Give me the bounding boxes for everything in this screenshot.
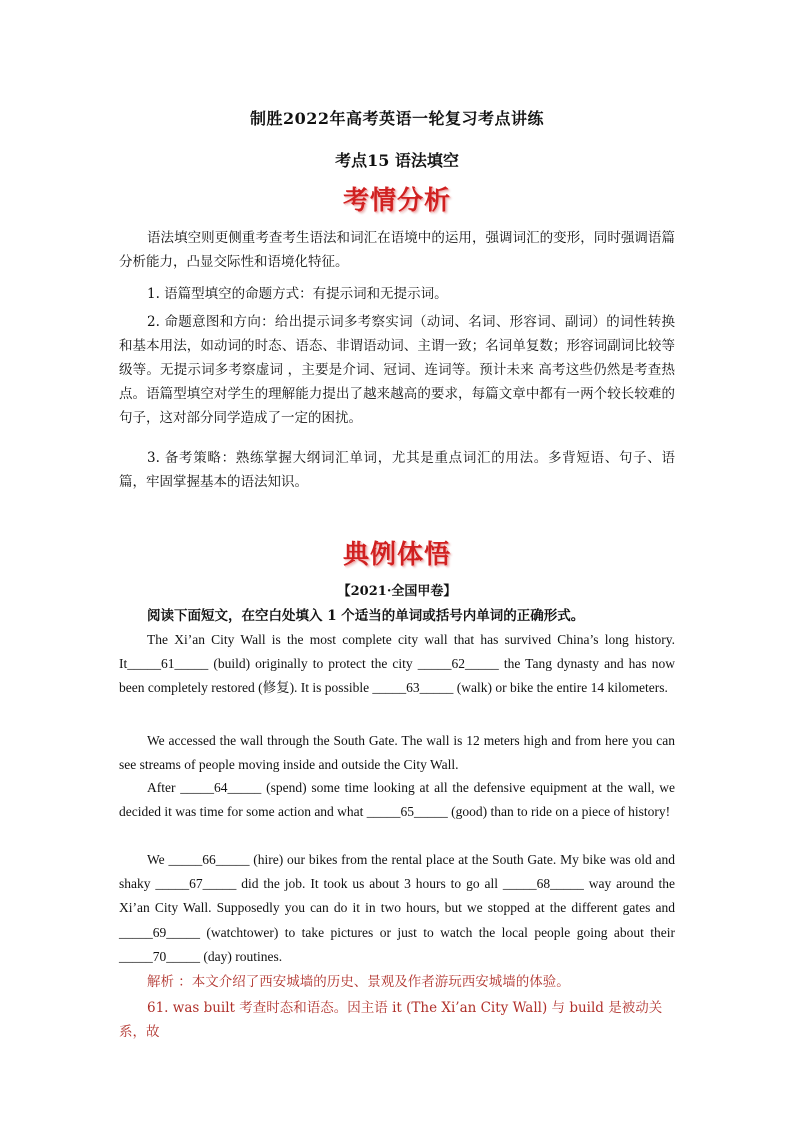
analysis-summary: 解析 ：本文介绍了西安城墙的历史、景观及作者游玩西安城墙的体验。 <box>147 974 570 990</box>
section-heading-analysis: 考情分析 <box>342 186 451 216</box>
passage-paragraph-1: The Xi’an City Wall is the most complete city wall that has survived China’s long history. It_____61_____ (build) originally to protect the city _____62_____ the Tang dynasty and has now been completely restored (修复). It is possible _____63_____ (walk) or bike the entire 14 kilometers. <box>119 632 675 696</box>
passage-paragraph-3: After _____64_____ (spend) some time looking at all the defensive equipment at the wall, we decided it was time for some action and what _____65_____ (good) than to ride on a piece of history! <box>119 780 675 820</box>
intro-paragraph: 语法填空则更侧重考查考生语法和词汇在语境中的运用，强调词汇的变形，同时强调语篇分析能力，凸显交际性和语境化特征。 <box>119 230 675 270</box>
exam-source: 【2021·全国甲卷】 <box>337 584 457 599</box>
document-subtitle: 考点15 语法填空 <box>335 151 459 170</box>
document-title: 制胜2022年高考英语一轮复习考点讲练 <box>249 109 545 128</box>
point-2: 2. 命题意图和方向：给出提示词多考察实词（动词、名词、形容词、副词）的词性转换和基本用法，如动词的时态、语态、非谓语动词、主谓一致；名词单复数；形容词副词比较等级等。无提示词多考察虚词 ，主要是介词、冠词、连词等。预计未来 高考这些仍然是考查热点。语篇型填空对学生的理解能力提出了越来越高的要求，每篇文章中都有一两个较长较难的句子，这对部分同学造成了一定的困扰。 <box>119 314 675 426</box>
point-3: 3. 备考策略：熟练掌握大纲词汇单词，尤其是重点词汇的用法。多背短语、句子、语篇，牢固掌握基本的语法知识。 <box>119 450 675 490</box>
passage-paragraph-4: We _____66_____ (hire) our bikes from the rental place at the South Gate. My bike was old and shaky _____67_____ did the job. It took us about 3 hours to go all _____68_____ way around the Xi’an City Wall. Supposedly you can do it in two hours, but we stopped at the different gates and _____69_____ (watchtower) to take pictures or just to watch the local people going about their _____70_____ (day) routines. <box>119 852 675 964</box>
answer-61: 61. was built 考查时态和语态。因主语 it (The Xi’an City Wall) 与 build 是被动关系，故 <box>119 1000 663 1040</box>
section-heading-examples: 典例体悟 <box>342 540 451 570</box>
passage-paragraph-2: We accessed the wall through the South Gate. The wall is 12 meters high and from here you can see streams of people moving inside and outside the City Wall. <box>119 733 675 773</box>
exercise-instruction: 阅读下面短文，在空白处填入 1 个适当的单词或括号内单词的正确形式。 <box>147 608 585 624</box>
point-1: 1. 语篇型填空的命题方式：有提示词和无提示词。 <box>147 286 448 302</box>
